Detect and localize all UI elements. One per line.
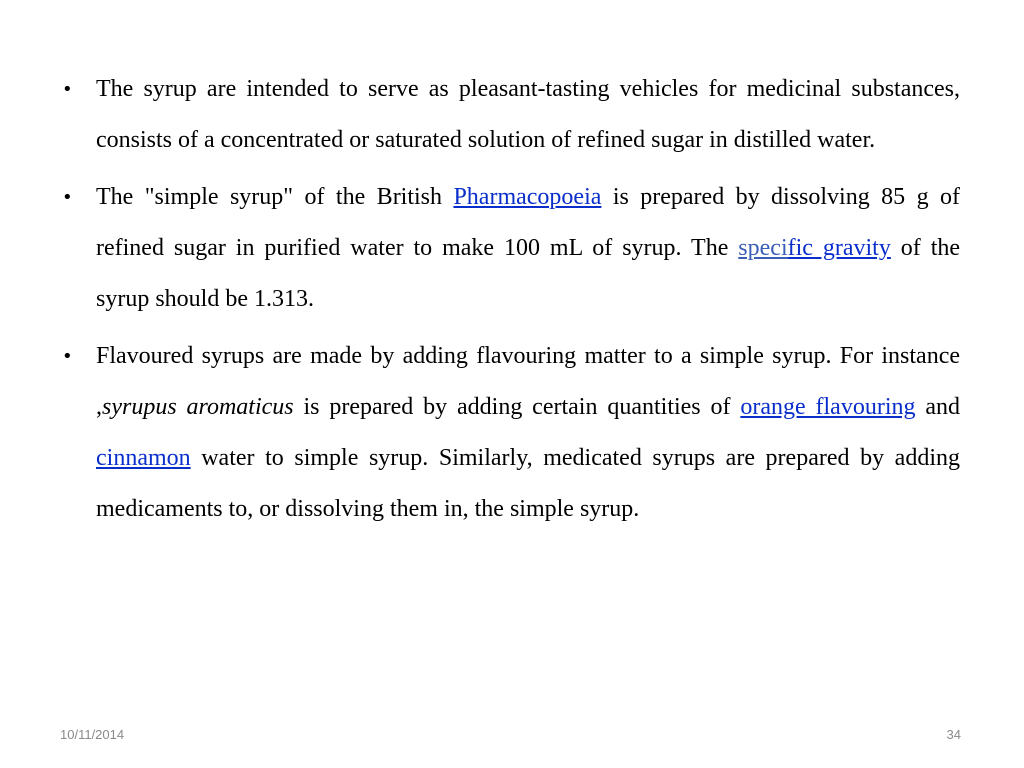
bullet-text: water to simple syrup. Similarly, medicated syrups are prepared by adding medicaments to, or dissolving them in, the simple syrup. [96, 445, 960, 522]
bullet-icon: • [62, 346, 73, 367]
cinnamon-link[interactable]: cinnamon [96, 445, 191, 471]
bullet-item-simple-syrup [62, 172, 960, 325]
slide-number: 34 [946, 727, 961, 742]
bullet-text: is prepared by adding certain quantities of [293, 394, 741, 420]
specific-gravity-link-part2[interactable]: fic gravity [787, 235, 891, 261]
bullet-icon: • [62, 187, 73, 208]
bullet-text: is prepared by dissolving 85 g of refined sugar in purified water to make 100 mL of syrup. The [96, 184, 961, 261]
bullet-text: and [915, 394, 960, 420]
bullet-text: of the syrup should be 1.313. [96, 235, 961, 312]
bullet-text: Flavoured syrups are made by adding flavouring matter to a simple syrup. For instance , [96, 343, 960, 420]
syrupus-aromaticus-term: syrupus aromaticus [102, 394, 294, 420]
footer-date: 10/11/2014 [60, 727, 125, 742]
orange-flavouring-link[interactable]: orange flavouring [740, 394, 916, 420]
bullet-item-flavoured-syrups [62, 331, 960, 535]
slide-body [62, 64, 960, 541]
pharmacopoeia-link[interactable]: Pharmacopoeia [453, 184, 602, 210]
bullet-text: The "simple syrup" of the British [96, 184, 454, 210]
bullet-text: The syrup are intended to serve as pleasant-tasting vehicles for medicinal substances, consists of a concentrated or saturated solution of refined sugar in distilled water. [96, 76, 960, 153]
bullet-item-syrup-definition [62, 64, 960, 166]
bullet-icon: • [62, 79, 73, 100]
specific-gravity-link-part1[interactable]: speci [738, 235, 788, 261]
